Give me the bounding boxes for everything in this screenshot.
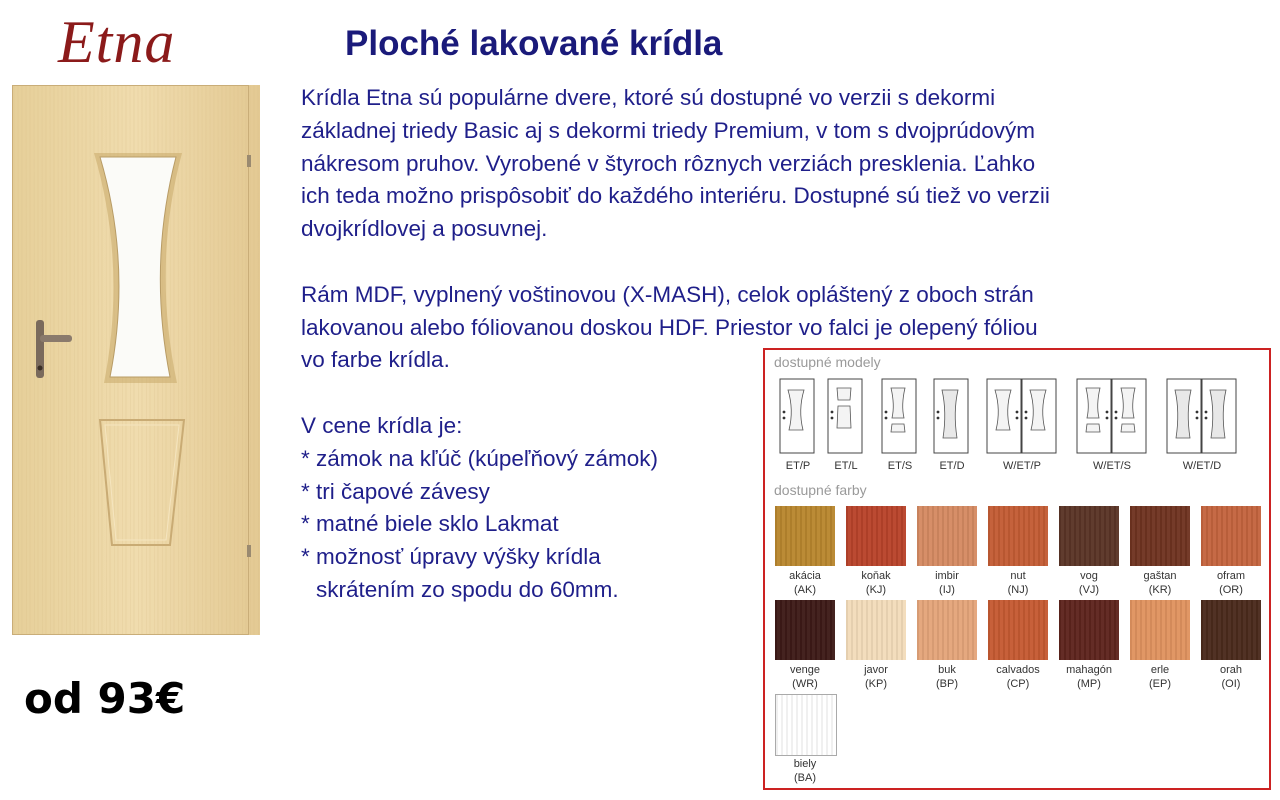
variants-panel <box>763 348 1271 790</box>
color-swatch-mp <box>1059 600 1119 660</box>
color-name: vog <box>1080 570 1098 582</box>
color-swatch-oi <box>1201 600 1261 660</box>
color-name: buk <box>938 664 956 676</box>
color-swatch-bp <box>917 600 977 660</box>
color-name: orah <box>1219 664 1243 676</box>
color-swatch-caption <box>767 663 843 691</box>
door-model-et-p <box>779 378 817 472</box>
color-swatch-nj <box>988 506 1048 566</box>
color-name: gaštan <box>1143 570 1177 582</box>
color-swatch-caption <box>1051 569 1127 597</box>
color-code: (VJ) <box>1078 584 1100 596</box>
desc-line: základnej triedy Basic aj s dekormi triedy Premium, v tom s dvojprúdovým <box>301 117 1036 143</box>
desc-line: Krídla Etna sú populárne dvere, ktoré sú dostupné vo verzii s dekormi <box>301 85 996 110</box>
color-swatch-caption <box>767 569 843 597</box>
color-swatch-or <box>1201 506 1261 566</box>
color-name: calvados <box>996 664 1040 676</box>
color-name: mahagón <box>1066 664 1112 676</box>
color-swatch-ak <box>775 506 835 566</box>
price-includes-label: V cene krídla je: <box>301 412 463 438</box>
model-caption: W/ET/S <box>1093 460 1131 472</box>
color-name: erle <box>1150 664 1170 676</box>
desc-line: ich teda možno prispôsobiť do každého interiéru. Dostupné sú tiež vo verzii <box>301 183 1050 209</box>
color-swatch-kr <box>1130 506 1190 566</box>
color-code: (CP) <box>1006 678 1030 690</box>
page-title: Ploché lakované krídla <box>345 24 723 63</box>
models-heading: dostupné modely <box>774 354 881 370</box>
color-code: (BP) <box>936 678 958 690</box>
model-caption: ET/P <box>785 460 811 472</box>
color-swatch-caption <box>767 757 843 785</box>
feature-item: * možnosť úpravy výšky krídla <box>301 544 601 570</box>
color-code: (KP) <box>865 678 887 690</box>
colors-heading: dostupné farby <box>774 482 867 498</box>
color-name: nut <box>1010 570 1026 582</box>
feature-item: * matné biele sklo Lakmat <box>301 511 559 537</box>
door-model-et-s <box>881 378 919 472</box>
brand-logo: Etna <box>58 9 176 75</box>
price-label: od 93€ <box>24 674 186 723</box>
desc-line: Rám MDF, vyplnený voštinovou (X-MASH), celok opláštený z oboch strán <box>301 281 1034 307</box>
color-name: javor <box>864 664 888 676</box>
color-swatch-caption <box>838 569 914 597</box>
color-code: (EP) <box>1149 678 1171 690</box>
color-swatch-caption <box>980 663 1056 691</box>
color-code: (WR) <box>792 678 818 690</box>
desc-line: nákresom pruhov. Vyrobené v štyroch rôznych verziách presklenia. Ľahko <box>301 150 1036 176</box>
color-swatch-caption <box>1122 569 1198 597</box>
desc-line: dvojkrídlovej a posuvnej. <box>301 216 548 242</box>
color-swatch-ij <box>917 506 977 566</box>
color-name: ofram <box>1216 570 1246 582</box>
model-caption: ET/L <box>834 460 858 472</box>
feature-item: skrátením zo spodu do 60mm. <box>316 576 619 602</box>
color-swatch-caption <box>980 569 1056 597</box>
color-name: akácia <box>789 570 821 582</box>
door-model-w-et-s <box>1076 378 1148 472</box>
color-swatch-caption <box>838 663 914 691</box>
door-model-w-et-p <box>986 378 1058 472</box>
color-swatch-ep <box>1130 600 1190 660</box>
door-image <box>12 85 260 635</box>
color-code: (IJ) <box>939 584 955 596</box>
color-code: (BA) <box>794 772 816 784</box>
model-caption: W/ET/D <box>1182 460 1222 472</box>
door-model-w-et-d <box>1166 378 1238 472</box>
model-caption: ET/D <box>939 460 965 472</box>
color-code: (OR) <box>1219 584 1243 596</box>
color-swatch-caption <box>1051 663 1127 691</box>
color-swatch-kp <box>846 600 906 660</box>
feature-item: * zámok na kľúč (kúpeľňový zámok) <box>301 445 659 471</box>
feature-item: * tri čapové závesy <box>301 478 490 504</box>
model-caption: W/ET/P <box>1003 460 1041 472</box>
color-name: biely <box>793 758 817 770</box>
color-swatch-vj <box>1059 506 1119 566</box>
color-code: (AK) <box>794 584 816 596</box>
color-name: imbir <box>935 570 959 582</box>
color-code: (OI) <box>1221 678 1241 690</box>
color-swatch-caption <box>1122 663 1198 691</box>
color-swatch-ba <box>775 694 837 756</box>
color-swatch-cp <box>988 600 1048 660</box>
color-name: koňak <box>861 570 891 582</box>
color-code: (NJ) <box>1007 584 1029 596</box>
color-code: (MP) <box>1077 678 1101 690</box>
color-code: (KJ) <box>865 584 887 596</box>
color-swatch-caption <box>1193 569 1269 597</box>
color-name: venge <box>790 664 820 676</box>
door-model-et-l <box>827 378 865 472</box>
model-caption: ET/S <box>887 460 913 472</box>
desc-line: vo farbe krídla. <box>301 347 450 373</box>
desc-line: lakovanou alebo fóliovanou doskou HDF. Priestor vo falci je olepený fóliou <box>301 314 1038 340</box>
color-swatch-caption <box>909 663 985 691</box>
color-code: (KR) <box>1148 584 1172 596</box>
color-swatch-wr <box>775 600 835 660</box>
color-swatch-caption <box>1193 663 1269 691</box>
color-swatch-caption <box>909 569 985 597</box>
door-model-et-d <box>933 378 971 472</box>
color-swatch-kj <box>846 506 906 566</box>
